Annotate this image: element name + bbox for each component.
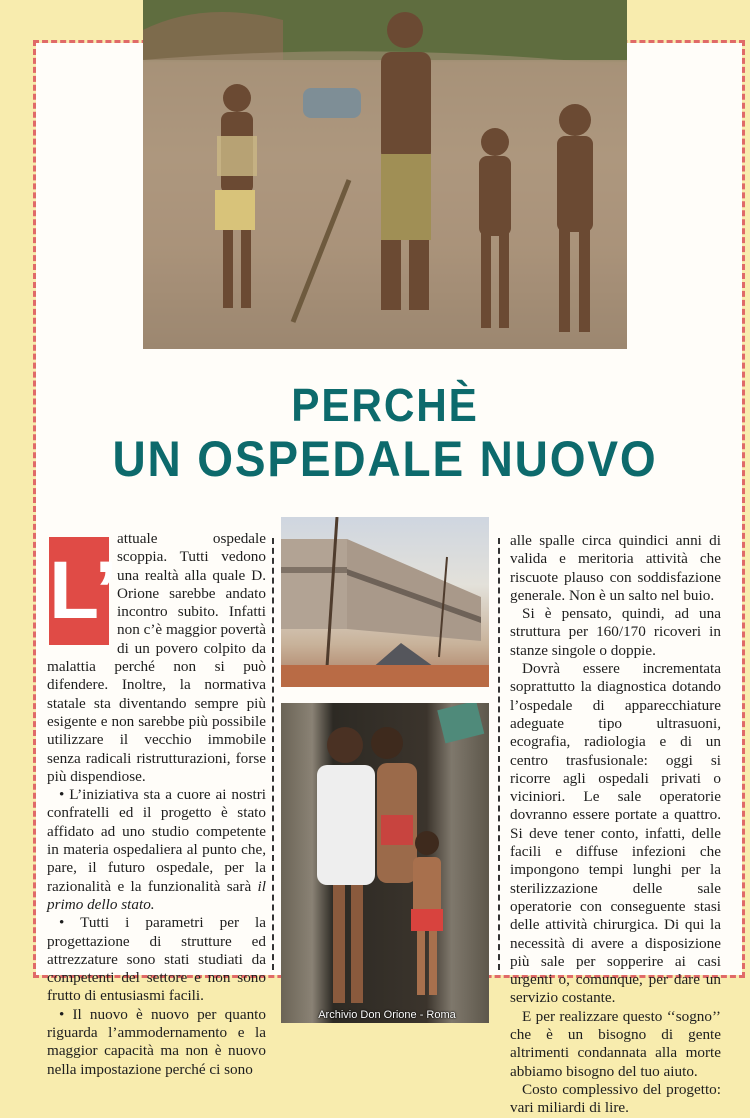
children-doorway-photo — [281, 703, 489, 1023]
paragraph: • Il nuovo è nuovo per quanto riguarda l’ammodernamento e la maggior capacità ma non è nuovo nella impostazione perché ci sono — [47, 1005, 266, 1078]
paragraph: attuale ospedale scoppia. Tutti vedono una realtà alla quale D. Orione sarebbe andato incontro subito. Infatti non c’è maggior povertà di un povero colpito da malattia perché non si può difendere. Inoltre, la normativa statale sta diventando sempre più esigente e non sarebbe più possibile utilizzare il vecchio immobile senza radicali ristrutturazioni, forse più dispendiose. — [47, 530, 266, 785]
article-title-line-2: UN OSPEDALE NUOVO — [112, 431, 658, 487]
text-column-right — [510, 532, 721, 1118]
column-divider-right — [498, 538, 500, 970]
paragraph: Si è pensato, quindi, ad una struttura per 160/170 ricoveri in stanze singole o doppie. — [510, 605, 721, 659]
construction-site-photo — [281, 517, 489, 687]
drop-cap: L’ — [49, 537, 109, 645]
article-title-line-1: PERCHÈ — [291, 379, 479, 431]
paragraph-text: • L’iniziativa sta a cuore ai nostri confratelli ed il progetto è stato affidato ad uno studio competente in materia ospedaliera al punto che, pare, il futuro ospedale, per la razionalità e la funzionalità sarà — [47, 786, 266, 895]
paragraph: E per realizzare questo ‘‘sogno’’ che è un bisogno di gente altrimenti condannata alla morte abbiamo bisogno del tuo aiuto. — [510, 1007, 721, 1080]
paragraph: Costo complessivo del progetto: vari miliardi di lire. — [510, 1080, 721, 1117]
paragraph — [47, 786, 266, 914]
paragraph-emphasis: il primo dello stato. — [47, 877, 266, 913]
archive-caption: Archivio Don Orione - Roma — [318, 1009, 456, 1021]
text-column-left — [47, 530, 266, 1079]
village-family-photo — [143, 0, 627, 349]
paragraph: Dovrà essere incrementata soprattutto la diagnostica dotando l’ospedale di apparecchiature adeguate tipo ultrasuoni, ecografia, radiologia e di un centro trasfusionale: oggi si ricorre agli ospedali privati o viciniori. Le sale operatorie dovranno essere portate a quattro. Si deve tener conto, infatti, delle facili e diffuse infezioni che impongono tempi lunghi per la sterilizzazione delle sale operatorie con conseguente stasi delle attività chirurgica. Di qui la necessità di avere a disposizione più sale per sopperire ai casi urgenti o, comunque, per dare un servizio costante. — [510, 660, 721, 1007]
paragraph: • Tutti i parametri per la progettazione di strutture ed attrezzature sono stati studiati da competenti del settore e non sono frutto di entusiasmi facili. — [47, 914, 266, 1005]
column-divider-left — [272, 538, 274, 970]
paragraph: alle spalle circa quindici anni di valida e meritoria attività che riscuote plauso con soddisfazione generale. Non è un salto nel buio. — [510, 532, 721, 604]
